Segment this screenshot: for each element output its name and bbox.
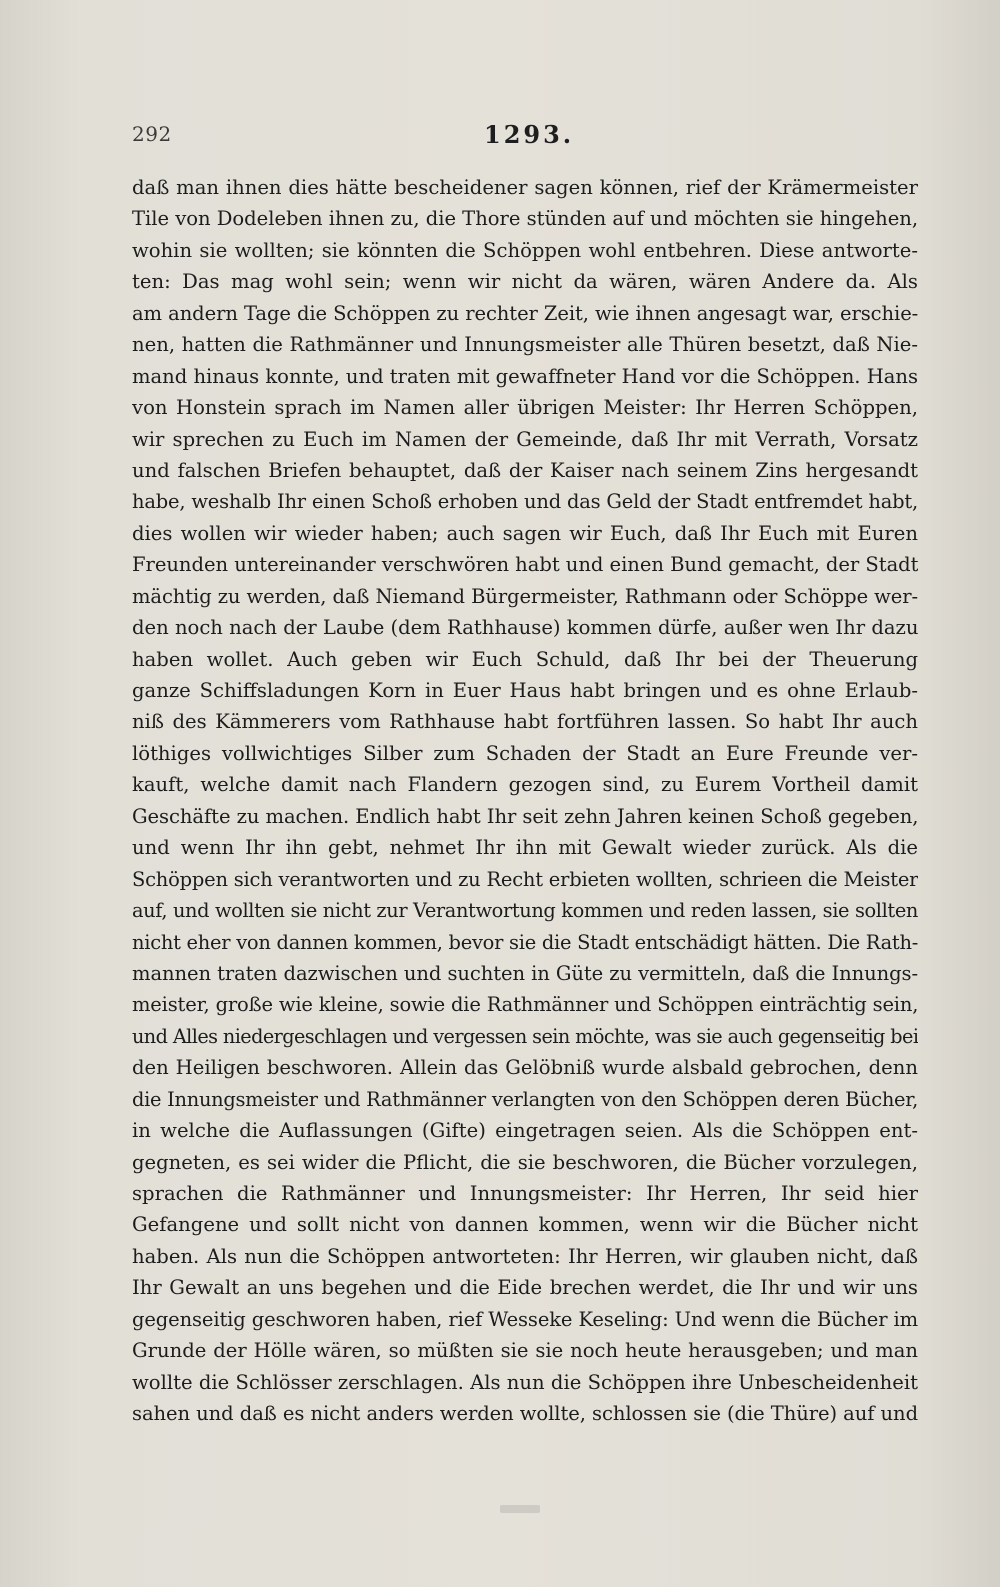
text-line: kauft, welche damit nach Flandern gezogen sind, zu Eurem Vortheil damit (132, 773, 918, 797)
text-line: habe, weshalb Ihr einen Schoß erhoben und das Geld der Stadt entfremdet habt, (132, 490, 918, 514)
text-line: haben. Als nun die Schöppen antworteten: Ihr Herren, wir glauben nicht, daß (132, 1244, 918, 1268)
text-line: und falschen Briefen behauptet, daß der Kaiser nach seinem Zins hergesandt (132, 458, 918, 482)
text-line: den Heiligen beschworen. Allein das Gelöbniß wurde alsbald gebrochen, denn (132, 1056, 918, 1080)
text-line: wollte die Schlösser zerschlagen. Als nun die Schöppen ihre Unbescheidenheit (132, 1370, 918, 1394)
text-line: mand hinaus konnte, und traten mit gewaffneter Hand vor die Schöppen. Hans (132, 364, 918, 388)
text-line: ten: Das mag wohl sein; wenn wir nicht da wären, wären Andere da. Als (132, 270, 918, 294)
body-text (132, 172, 918, 1430)
text-line: nicht eher von dannen kommen, bevor sie die Stadt entschädigt hätten. Die Rath- (132, 930, 918, 954)
text-line: den noch nach der Laube (dem Rathhause) kommen dürfe, außer wen Ihr dazu (132, 616, 918, 640)
text-line: sprachen die Rathmänner und Innungsmeister: Ihr Herren, Ihr seid hier (132, 1182, 918, 1205)
text-line: mannen traten dazwischen und suchten in Güte zu vermitteln, daß die Innungs- (132, 961, 918, 985)
text-line: Schöppen sich verantworten und zu Recht erbieten wollten, schrieen die Meister (132, 867, 918, 891)
text-line: wir sprechen zu Euch im Namen der Gemeinde, daß Ihr mit Verrath, Vorsatz (132, 427, 918, 451)
text-line: in welche die Auflassungen (Gifte) eingetragen seien. Als die Schöppen ent- (132, 1119, 918, 1143)
text-line: Gefangene und sollt nicht von dannen kommen, wenn wir die Bücher nicht (132, 1213, 918, 1237)
text-line: Tile von Dodeleben ihnen zu, die Thore stünden auf und möchten sie hingehen, (132, 207, 918, 231)
text-line: die Innungsmeister und Rathmänner verlangten von den Schöppen deren Bücher, (132, 1087, 918, 1111)
running-head-year: 1293. (484, 120, 575, 149)
text-line: löthiges vollwichtiges Silber zum Schaden der Stadt an Eure Freunde ver- (132, 741, 918, 765)
text-line: mächtig zu werden, daß Niemand Bürgermeister, Rathmann oder Schöppe wer- (132, 584, 918, 608)
page-number: 292 (132, 122, 172, 146)
text-line: wohin sie wollten; sie könnten die Schöppen wohl entbehren. Diese antworte- (132, 238, 918, 262)
text-line: nen, hatten die Rathmänner und Innungsmeister alle Thüren besetzt, daß Nie- (132, 333, 918, 357)
text-line: von Honstein sprach im Namen aller übrigen Meister: Ihr Herren Schöppen, (132, 396, 918, 420)
text-line: und wenn Ihr ihn gebt, nehmet Ihr ihn mit Gewalt wieder zurück. Als die (132, 836, 918, 860)
text-line: Grunde der Hölle wären, so müßten sie sie noch heute herausgeben; und man (132, 1339, 918, 1363)
bleed-through-smudge (500, 1505, 540, 1513)
page-header (132, 122, 918, 162)
text-line: Geschäfte zu machen. Endlich habt Ihr seit zehn Jahren keinen Schoß gegeben, (132, 804, 918, 828)
text-line: gegneten, es sei wider die Pflicht, die sie beschworen, die Bücher vorzulegen, (132, 1150, 918, 1174)
text-line: meister, große wie kleine, sowie die Rathmänner und Schöppen einträchtig sein, (132, 993, 918, 1017)
text-line: auf, und wollten sie nicht zur Verantwortung kommen und reden lassen, sie sollten (132, 899, 918, 923)
text-line: ganze Schiffsladungen Korn in Euer Haus habt bringen und es ohne Erlaub- (132, 679, 918, 702)
text-line: niß des Kämmerers vom Rathhause habt fortführen lassen. So habt Ihr auch (132, 710, 918, 734)
text-line: Ihr Gewalt an uns begehen und die Eide brechen werdet, die Ihr und wir uns (132, 1276, 918, 1300)
text-line: daß man ihnen dies hätte bescheidener sagen können, rief der Krämermeister (132, 176, 918, 199)
text-line: Freunden untereinander verschwören habt und einen Bund gemacht, der Stadt (132, 553, 918, 577)
text-line: sahen und daß es nicht anders werden wollte, schlossen sie (die Thüre) auf und (132, 1402, 918, 1426)
text-line: haben wollet. Auch geben wir Euch Schuld, daß Ihr bei der Theuerung (132, 647, 918, 671)
text-line: gegenseitig geschworen haben, rief Wesseke Keseling: Und wenn die Bücher im (132, 1307, 918, 1331)
text-line: dies wollen wir wieder haben; auch sagen wir Euch, daß Ihr Euch mit Euren (132, 521, 918, 545)
text-line: am andern Tage die Schöppen zu rechter Zeit, wie ihnen angesagt war, erschie- (132, 301, 918, 325)
text-line: und Alles niedergeschlagen und vergessen sein möchte, was sie auch gegenseitig bei (132, 1024, 918, 1048)
